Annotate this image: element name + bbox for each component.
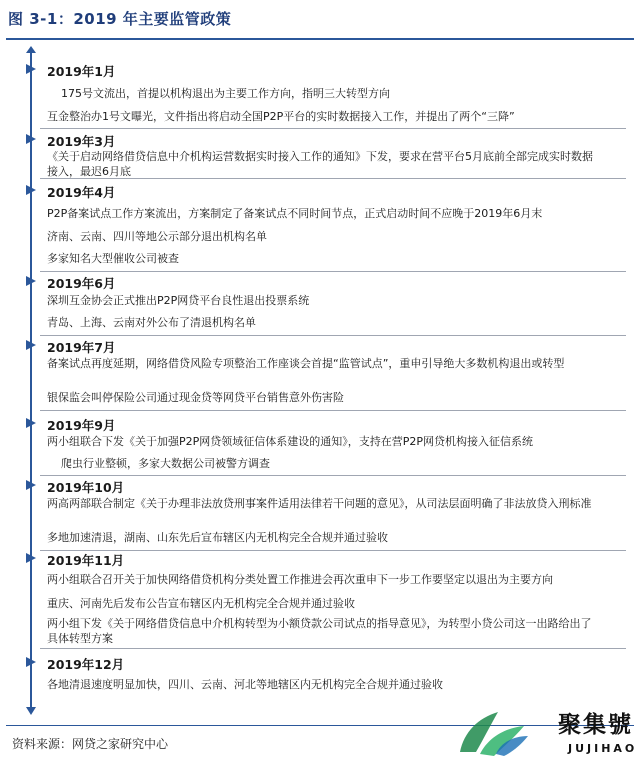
month-heading: 2019年4月 [47, 185, 116, 200]
event-text: 两小组联合下发《关于加强P2P网贷领域征信体系建设的通知》，支持在营P2P网贷机构接入征信系统 [47, 435, 534, 448]
event-text: 备案试点再度延期，网络借贷风险专项整治工作座谈会首提“监管试点”，重申引导绝大多数机构退出或转型 [47, 357, 565, 370]
event-text: 多地加速清退，湖南、山东先后宣布辖区内无机构完全合规并通过验收 [47, 531, 388, 544]
section-divider [40, 128, 626, 129]
event-text: 青岛、上海、云南对外公布了清退机构名单 [47, 316, 256, 329]
section-divider [40, 550, 626, 551]
event-text: 银保监会叫停保险公司通过现金贷等网贷平台销售意外伤害险 [47, 391, 344, 404]
watermark-logo [440, 702, 638, 760]
month-heading: 2019年3月 [47, 134, 116, 149]
month-heading: 2019年9月 [47, 418, 116, 433]
month-heading: 2019年6月 [47, 276, 116, 291]
watermark-sub: JUJIHAO [568, 742, 638, 755]
month-heading: 2019年7月 [47, 340, 116, 355]
event-text: 多家知名大型催收公司被查 [47, 252, 179, 265]
section-divider [40, 335, 626, 336]
timeline-axis [30, 50, 32, 710]
month-heading: 2019年10月 [47, 480, 125, 495]
event-text: 爬虫行业整顿，多家大数据公司被警方调查 [61, 457, 270, 470]
section-divider [40, 648, 626, 649]
month-heading: 2019年11月 [47, 553, 125, 568]
section-divider [40, 178, 626, 179]
event-text: 两小组联合召开关于加快网络借贷机构分类处置工作推进会再次重申下一步工作要坚定以退出为主要方向 [47, 573, 553, 586]
section-divider [40, 410, 626, 411]
page-title: 图 3-1：2019 年主要监管政策 [8, 10, 232, 28]
event-text: 两小组下发《关于网络借贷信息中介机构转型为小额贷款公司试点的指导意见》，为转型小贷公司这一出路给出了具体转型方案 [47, 617, 592, 645]
timeline-start-arrow [26, 46, 36, 53]
watermark-name: 聚集號 [558, 712, 633, 738]
event-text: 济南、云南、四川等地公示部分退出机构名单 [47, 230, 267, 243]
event-text: 深圳互金协会正式推出P2P网贷平台良性退出投票系统 [47, 294, 310, 307]
event-text: P2P备案试点工作方案流出，方案制定了备案试点不同时间节点，正式启动时间不应晚于2019年6月末 [47, 207, 543, 220]
source-note: 资料来源：网贷之家研究中心 [12, 737, 169, 751]
timeline-end-arrow [26, 707, 36, 715]
event-text: 175号文流出，首提以机构退出为主要工作方向，指明三大转型方向 [61, 87, 390, 100]
event-text: 《关于启动网络借贷信息中介机构运营数据实时接入工作的通知》下发，要求在营平台5月底前全部完成实时数据接入，最迟6月底 [47, 150, 593, 178]
plant-logo-icon [440, 702, 550, 760]
section-divider [40, 475, 626, 476]
event-text: 各地清退速度明显加快，四川、云南、河北等地辖区内无机构完全合规并通过验收 [47, 678, 443, 691]
event-text: 两高两部联合制定《关于办理非法放贷刑事案件适用法律若干问题的意见》，从司法层面明确了非法放贷入刑标准 [47, 497, 592, 510]
month-heading: 2019年1月 [47, 64, 116, 79]
event-text: 重庆、河南先后发布公告宣布辖区内无机构完全合规并通过验收 [47, 597, 355, 610]
title-underline [6, 38, 634, 40]
event-text: 互金整治办1号文曝光，文件指出将启动全国P2P平台的实时数据接入工作，并提出了两个“三降” [47, 110, 515, 123]
month-heading: 2019年12月 [47, 657, 125, 672]
section-divider [40, 271, 626, 272]
